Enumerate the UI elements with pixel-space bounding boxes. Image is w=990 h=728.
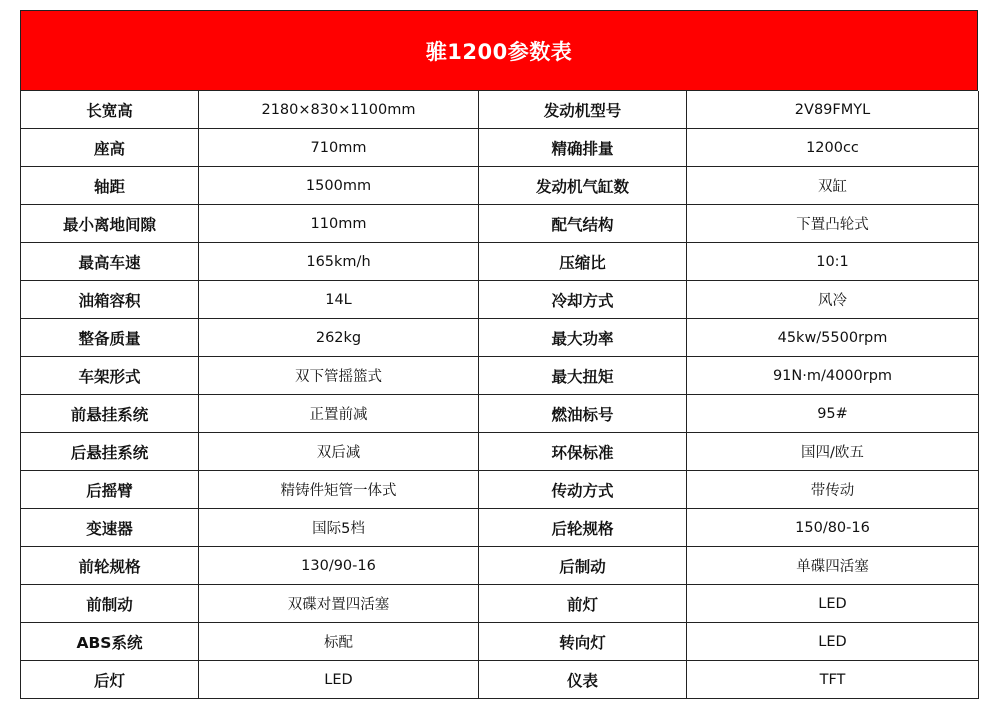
spec-value: 14L bbox=[199, 281, 479, 319]
spec-label: 前制动 bbox=[21, 585, 199, 623]
spec-value: 1500mm bbox=[199, 167, 479, 205]
spec-label: 压缩比 bbox=[479, 243, 687, 281]
spec-value: 国四/欧五 bbox=[687, 433, 979, 471]
spec-label: 前悬挂系统 bbox=[21, 395, 199, 433]
spec-value: LED bbox=[199, 661, 479, 699]
table-row bbox=[21, 585, 979, 623]
spec-label: 后轮规格 bbox=[479, 509, 687, 547]
spec-label: 后悬挂系统 bbox=[21, 433, 199, 471]
spec-label: 最大扭矩 bbox=[479, 357, 687, 395]
spec-label: 油箱容积 bbox=[21, 281, 199, 319]
table-row bbox=[21, 623, 979, 661]
spec-value: TFT bbox=[687, 661, 979, 699]
spec-value: 国际5档 bbox=[199, 509, 479, 547]
spec-label: 轴距 bbox=[21, 167, 199, 205]
spec-label: 燃油标号 bbox=[479, 395, 687, 433]
spec-label: 后摇臂 bbox=[21, 471, 199, 509]
table-row bbox=[21, 91, 979, 129]
table-row bbox=[21, 129, 979, 167]
spec-table-body bbox=[21, 91, 979, 699]
table-row bbox=[21, 205, 979, 243]
table-row bbox=[21, 167, 979, 205]
spec-value: 带传动 bbox=[687, 471, 979, 509]
spec-value: 150/80-16 bbox=[687, 509, 979, 547]
table-row bbox=[21, 281, 979, 319]
table-row bbox=[21, 357, 979, 395]
spec-label: 发动机气缸数 bbox=[479, 167, 687, 205]
spec-value: 双缸 bbox=[687, 167, 979, 205]
spec-value: 130/90-16 bbox=[199, 547, 479, 585]
spec-value: 165km/h bbox=[199, 243, 479, 281]
spec-label: 后制动 bbox=[479, 547, 687, 585]
spec-label: 转向灯 bbox=[479, 623, 687, 661]
spec-label: 整备质量 bbox=[21, 319, 199, 357]
table-title: 骓1200参数表 bbox=[20, 10, 978, 91]
table-row bbox=[21, 661, 979, 699]
spec-label: 发动机型号 bbox=[479, 91, 687, 129]
spec-value: 下置凸轮式 bbox=[687, 205, 979, 243]
spec-label: 传动方式 bbox=[479, 471, 687, 509]
spec-label: 前轮规格 bbox=[21, 547, 199, 585]
spec-label: 后灯 bbox=[21, 661, 199, 699]
spec-label: 最高车速 bbox=[21, 243, 199, 281]
spec-value: 91N·m/4000rpm bbox=[687, 357, 979, 395]
spec-value: 精铸件矩管一体式 bbox=[199, 471, 479, 509]
table-row bbox=[21, 547, 979, 585]
spec-value: 1200cc bbox=[687, 129, 979, 167]
spec-value: 单碟四活塞 bbox=[687, 547, 979, 585]
spec-value: 正置前减 bbox=[199, 395, 479, 433]
table-row bbox=[21, 243, 979, 281]
spec-label: 长宽高 bbox=[21, 91, 199, 129]
table-row bbox=[21, 395, 979, 433]
spec-label: 精确排量 bbox=[479, 129, 687, 167]
spec-table bbox=[20, 91, 979, 699]
spec-label: 最小离地间隙 bbox=[21, 205, 199, 243]
spec-label: 座高 bbox=[21, 129, 199, 167]
spec-value: 262kg bbox=[199, 319, 479, 357]
spec-value: 95# bbox=[687, 395, 979, 433]
spec-value: LED bbox=[687, 585, 979, 623]
spec-value: 2V89FMYL bbox=[687, 91, 979, 129]
spec-label: 车架形式 bbox=[21, 357, 199, 395]
spec-sheet bbox=[20, 10, 978, 699]
spec-value: 2180×830×1100mm bbox=[199, 91, 479, 129]
spec-label: 环保标准 bbox=[479, 433, 687, 471]
spec-label: 前灯 bbox=[479, 585, 687, 623]
spec-value: 710mm bbox=[199, 129, 479, 167]
spec-value: 双碟对置四活塞 bbox=[199, 585, 479, 623]
table-row bbox=[21, 433, 979, 471]
table-row bbox=[21, 471, 979, 509]
spec-value: 110mm bbox=[199, 205, 479, 243]
table-row bbox=[21, 319, 979, 357]
spec-value: 标配 bbox=[199, 623, 479, 661]
spec-label: ABS系统 bbox=[21, 623, 199, 661]
spec-value: 双下管摇篮式 bbox=[199, 357, 479, 395]
spec-label: 最大功率 bbox=[479, 319, 687, 357]
table-row bbox=[21, 509, 979, 547]
spec-value: 风冷 bbox=[687, 281, 979, 319]
spec-label: 配气结构 bbox=[479, 205, 687, 243]
spec-label: 仪表 bbox=[479, 661, 687, 699]
spec-value: 45kw/5500rpm bbox=[687, 319, 979, 357]
spec-value: 双后减 bbox=[199, 433, 479, 471]
spec-label: 变速器 bbox=[21, 509, 199, 547]
spec-value: LED bbox=[687, 623, 979, 661]
spec-label: 冷却方式 bbox=[479, 281, 687, 319]
spec-value: 10:1 bbox=[687, 243, 979, 281]
